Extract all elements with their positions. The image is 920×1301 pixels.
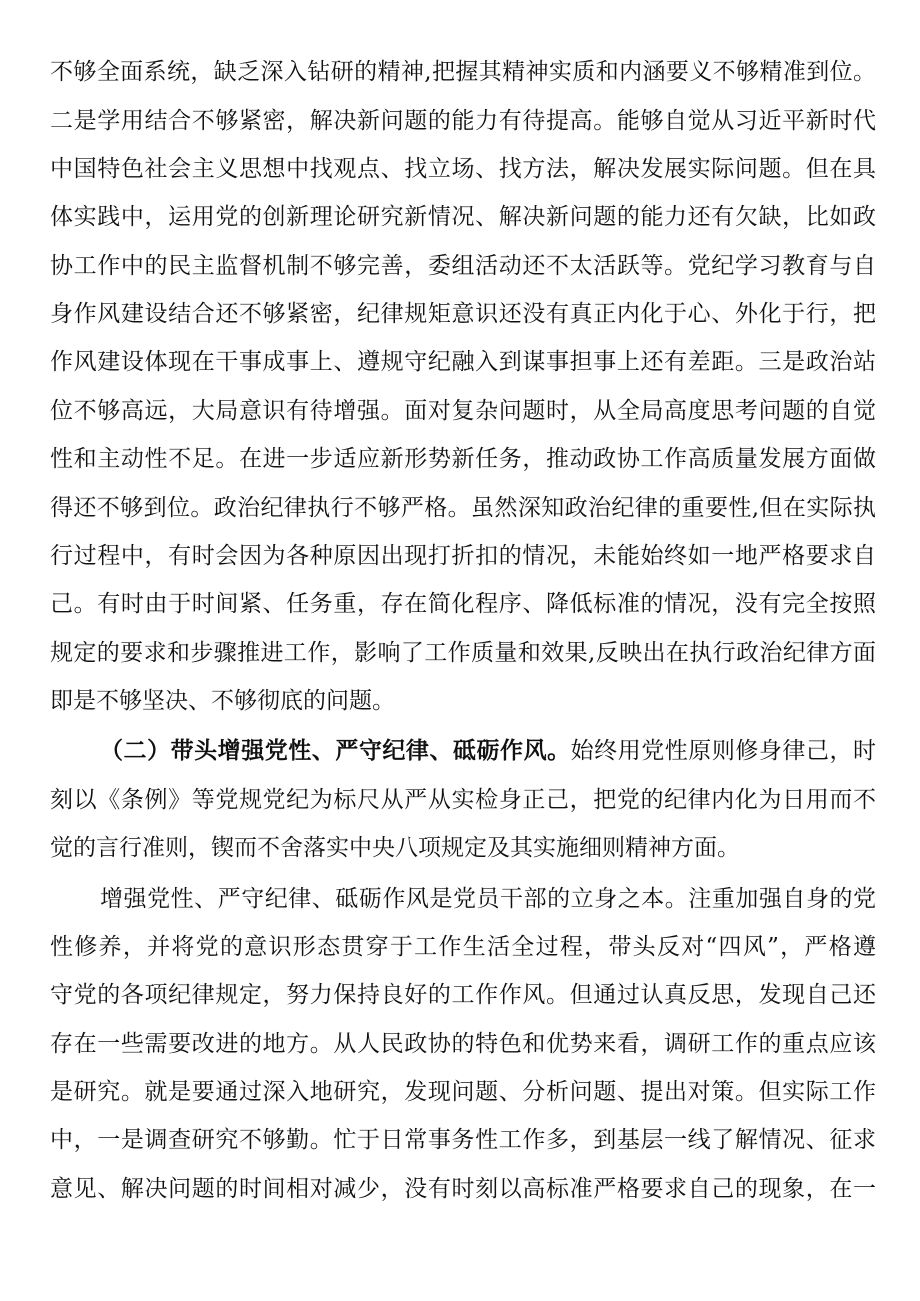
text-line: 身作风建设结合还不够紧密，纪律规矩意识还没有真正内化于心、外化于行，把 xyxy=(50,301,876,327)
text-line: 协工作中的民主监督机制不够完善，委组活动还不太活跃等。党纪学习教育与自 xyxy=(50,253,876,279)
section-heading-rest: 始终用党性原则修身律己，时 xyxy=(570,738,876,764)
text-line: 己。有时由于时间紧、任务重，存在简化程序、降低标准的情况，没有完全按照 xyxy=(50,591,876,617)
text-line: 体实践中，运用党的创新理论研究新情况、解决新问题的能力还有欠缺，比如政 xyxy=(50,204,876,230)
text-line: 存在一些需要改进的地方。从人民政协的特色和优势来看，调研工作的重点应该 xyxy=(50,1031,876,1057)
text-line: 意见、解决问题的时间相对减少，没有时刻以高标准严格要求自己的现象，在一 xyxy=(50,1176,876,1202)
text-line: 是研究。就是要通过深入地研究，发现问题、分析问题、提出对策。但实际工作 xyxy=(50,1079,876,1105)
text-line: 守党的各项纪律规定，努力保持良好的工作作风。但通过认真反思，发现自己还 xyxy=(50,982,876,1008)
text-line: 作风建设体现在干事成事上、遵规守纪融入到谋事担事上还有差距。三是政治站 xyxy=(50,349,876,375)
text-line: 觉的言行准则，锲而不舍落实中央八项规定及其实施细则精神方面。 xyxy=(50,835,740,861)
text-line: 行过程中，有时会因为各种原因出现打折扣的情况，未能始终如一地严格要求自 xyxy=(50,543,876,569)
text-line: 性和主动性不足。在进一步适应新形势新任务，推动政协工作高质量发展方面做 xyxy=(50,446,876,472)
text-line: 位不够高远，大局意识有待增强。面对复杂问题时，从全局高度思考问题的自觉 xyxy=(50,398,876,424)
text-line: 规定的要求和步骤推进工作，影响了工作质量和效果,反映出在执行政治纪律方面 xyxy=(50,640,876,666)
section-heading-line xyxy=(100,732,876,770)
text-line: 刻以《条例》等党规党纪为标尺从严从实检身正己，把党的纪律内化为日用而不 xyxy=(50,787,876,813)
text-line: 中，一是调查研究不够勤。忙于日常事务性工作多，到基层一线了解情况、征求 xyxy=(50,1127,876,1153)
text-line: 即是不够坚决、不够彻底的问题。 xyxy=(50,688,395,714)
text-line: 得还不够到位。政治纪律执行不够严格。虽然深知政治纪律的重要性,但在实际执 xyxy=(50,495,876,521)
text-line: 性修养，并将党的意识形态贯穿于工作生活全过程，带头反对“四风”，严格遵 xyxy=(50,934,876,960)
text-line: 中国特色社会主义思想中找观点、找立场、找方法，解决发展实际问题。但在具 xyxy=(50,156,876,182)
paragraph-first-line: 增强党性、严守纪律、砥砺作风是党员干部的立身之本。注重加强自身的党 xyxy=(100,886,876,912)
section-heading: （二）带头增强党性、严守纪律、砥砺作风。 xyxy=(100,737,571,764)
text-line: 不够全面系统，缺乏深入钻研的精神,把握其精神实质和内涵要义不够精准到位。 xyxy=(50,59,876,85)
text-line: 二是学用结合不够紧密，解决新问题的能力有待提高。能够自觉从习近平新时代 xyxy=(50,108,876,134)
